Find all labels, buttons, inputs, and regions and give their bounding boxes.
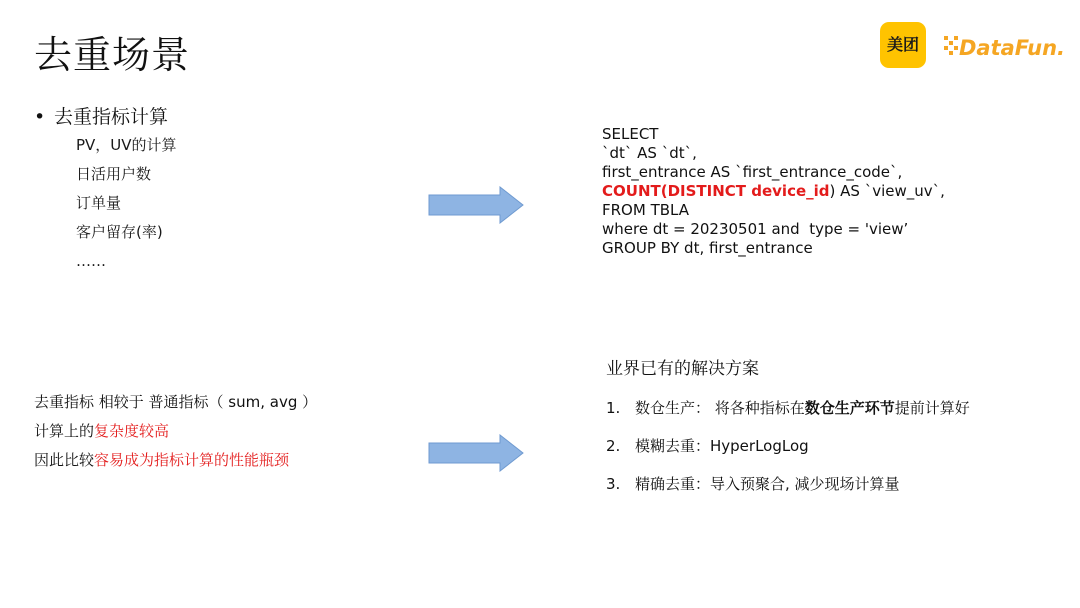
solution-text: 提前计算好 (894, 399, 970, 417)
sql-line-rest: ) AS `view_uv`, (829, 182, 945, 200)
solution-text: 模糊去重：HyperLogLog (635, 437, 809, 455)
note-line (34, 417, 317, 446)
solution-text: 数仓生产： 将各种指标在 (635, 399, 805, 417)
sql-line: first_entrance AS `first_entrance_code`, (602, 163, 903, 181)
solution-item (606, 434, 970, 472)
note-emphasis: 容易成为指标计算的性能瓶颈 (94, 451, 290, 469)
bullet-dot-icon: • (34, 106, 46, 128)
solutions-list (606, 396, 970, 510)
note-line: 去重指标 相较于 普通指标（ sum, avg ） (34, 393, 318, 411)
note-emphasis: 复杂度较高 (94, 422, 170, 440)
solutions-heading: 业界已有的解决方案 (606, 359, 759, 379)
datafun-logo (944, 24, 1066, 68)
sql-line: where dt = 20230501 and type = 'view’ (602, 220, 909, 238)
sql-highlight: COUNT(DISTINCT device_id (602, 182, 830, 200)
solution-emphasis: 数仓生产环节 (804, 399, 895, 417)
note-text: 计算上的 (34, 422, 95, 440)
section-heading (34, 102, 168, 129)
solution-number: 1. (606, 399, 621, 417)
solution-number: 3. (606, 475, 621, 493)
example-list (76, 134, 177, 279)
example-item: 日活用户数 (76, 165, 152, 183)
solution-number: 2. (606, 437, 621, 455)
sql-line: SELECT (602, 125, 659, 143)
example-item: PV，UV的计算 (76, 136, 177, 154)
solution-item (606, 472, 970, 510)
note-line (34, 446, 317, 475)
section-heading-text: 去重指标计算 (54, 106, 169, 128)
datafun-logo-text: DataFun. (959, 36, 1066, 60)
slide-title: 去重场景 (34, 33, 191, 77)
sql-line: GROUP BY dt, first_entrance (602, 239, 813, 257)
sql-line: FROM TBLA (602, 201, 689, 219)
dedup-note (34, 388, 317, 475)
example-item: 客户留存(率) (76, 223, 163, 241)
note-text: 因此比较 (34, 451, 95, 469)
sql-line: `dt` AS `dt`, (602, 144, 697, 162)
right-arrow-icon (428, 186, 524, 224)
solution-item (606, 396, 970, 434)
example-item: …… (76, 252, 106, 270)
solution-text: 精确去重：导入预聚合, 减少现场计算量 (635, 475, 900, 493)
datafun-dots-icon (944, 36, 958, 55)
sql-line (602, 182, 945, 201)
meituan-logo: 美团 (880, 22, 926, 68)
example-item: 订单量 (76, 194, 122, 212)
right-arrow-icon (428, 434, 524, 472)
sql-code-block (602, 125, 945, 258)
